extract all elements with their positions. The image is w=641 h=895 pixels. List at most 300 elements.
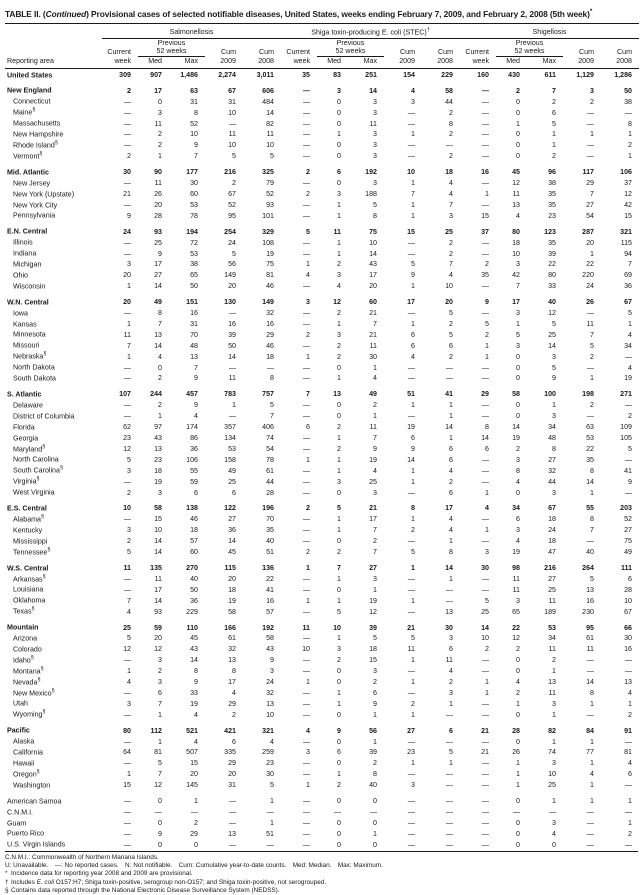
value-cell: 5 xyxy=(516,330,520,339)
value-cell: 6 xyxy=(232,737,236,746)
value-cell: 1 xyxy=(628,152,632,161)
value-cell: 0 xyxy=(158,840,162,849)
value-cell: — xyxy=(481,97,489,106)
value-cell: 18 xyxy=(445,168,453,177)
value-cell: 1 xyxy=(337,434,341,442)
value-cell: 10 xyxy=(512,249,520,258)
value-cell: 1 xyxy=(127,667,131,676)
value-cell: — xyxy=(445,585,453,594)
value-cell: 5 xyxy=(552,319,556,328)
value-cell: 12 xyxy=(333,298,341,307)
value-cell: 2 xyxy=(449,238,453,247)
value-cell: 9 xyxy=(628,477,632,486)
value-cell: — xyxy=(123,249,131,258)
value-cell: 21 xyxy=(481,726,489,735)
value-cell: — xyxy=(302,737,310,746)
reporting-area-cell: Oklahoma xyxy=(13,596,46,605)
value-cell: 15 xyxy=(190,759,198,768)
previous-label-salmonellosis: Previous xyxy=(157,38,186,47)
header-previous-row xyxy=(5,38,639,47)
value-cell: — xyxy=(481,710,489,719)
value-cell: 16 xyxy=(624,645,632,654)
value-cell: 4 xyxy=(306,726,310,735)
value-cell: 3 xyxy=(552,699,556,708)
value-cell: 19 xyxy=(624,374,632,383)
value-cell: — xyxy=(123,108,131,117)
value-cell: 117 xyxy=(582,168,594,177)
value-cell: 406 xyxy=(262,423,274,432)
value-cell: 189 xyxy=(544,607,556,616)
footnote-section xyxy=(5,887,638,895)
value-cell: 27 xyxy=(369,563,377,572)
table-row xyxy=(5,209,639,220)
value-cell: 1 xyxy=(194,797,198,806)
reporting-area-cell: Indiana xyxy=(13,249,37,258)
value-cell: 14 xyxy=(481,623,489,632)
value-cell: 11 xyxy=(266,130,274,139)
value-cell: — xyxy=(624,455,632,464)
value-cell: — xyxy=(445,737,453,746)
value-cell: 135 xyxy=(150,563,162,572)
value-cell: 1 xyxy=(127,319,131,328)
value-cell: 0 xyxy=(516,141,520,150)
title-rest: ) Provisional cases of selected notifiable diseases, United States, weeks ending February 7, 2009, and February 2, 2008 (5th week) xyxy=(86,8,590,19)
value-cell: 108 xyxy=(262,238,274,247)
value-cell: — xyxy=(123,797,131,806)
value-cell: 7 xyxy=(337,563,341,572)
value-cell: 46 xyxy=(266,282,274,291)
value-cell: 44 xyxy=(445,97,453,106)
value-cell: 5 xyxy=(552,119,556,128)
value-cell: 16 xyxy=(266,596,274,605)
value-cell: 40 xyxy=(190,574,198,583)
value-cell: 20 xyxy=(123,271,131,280)
value-cell: — xyxy=(407,412,415,421)
value-cell: 5 xyxy=(552,363,556,372)
value-cell: 1 xyxy=(411,466,415,475)
notifiable-diseases-table xyxy=(5,23,639,849)
value-cell: — xyxy=(302,477,310,486)
value-cell: — xyxy=(228,808,236,816)
value-cell: 4 xyxy=(194,710,198,719)
value-cell: 4 xyxy=(194,412,198,421)
value-cell: 7 xyxy=(373,434,377,442)
value-cell: 7 xyxy=(590,526,594,535)
value-cell: 7 xyxy=(158,319,162,328)
footnote-dagger-italic: E. coli xyxy=(36,878,54,886)
value-cell: 1 xyxy=(306,352,310,361)
value-cell: 4 xyxy=(449,189,453,198)
value-cell: 54 xyxy=(586,211,594,220)
value-cell: 2 xyxy=(449,108,453,117)
value-cell: 0 xyxy=(516,488,520,497)
value-cell: 1 xyxy=(337,455,341,464)
value-cell: 136 xyxy=(262,563,274,572)
value-cell: 2 xyxy=(306,330,310,339)
value-cell: 0 xyxy=(516,829,520,838)
value-cell: 44 xyxy=(266,477,274,486)
value-cell: 3 xyxy=(270,667,274,676)
reporting-area-cell: New York (Upstate) xyxy=(13,189,75,198)
value-cell: — xyxy=(302,840,310,849)
value-cell: 1 xyxy=(127,282,131,291)
value-cell: 4 xyxy=(449,667,453,676)
value-cell: 2 xyxy=(516,688,520,697)
value-cell: — xyxy=(302,282,310,291)
value-cell: 47 xyxy=(548,548,556,557)
value-cell: 14 xyxy=(445,423,453,432)
value-cell: 4 xyxy=(485,504,489,513)
current-label-stec: Current xyxy=(286,47,310,56)
value-cell: — xyxy=(481,455,489,464)
value-cell: 3 xyxy=(127,466,131,475)
value-cell: 115 xyxy=(620,238,632,247)
value-cell: 1 xyxy=(485,526,489,535)
value-cell: 0 xyxy=(337,797,341,806)
value-cell: 3 xyxy=(373,97,377,106)
value-cell: 907 xyxy=(150,70,162,79)
value-cell: 58 xyxy=(512,390,520,399)
value-cell: 95 xyxy=(228,211,236,220)
value-cell: 5 xyxy=(449,748,453,757)
value-cell: 83 xyxy=(333,70,341,79)
value-cell: 32 xyxy=(228,645,236,654)
value-cell: 14 xyxy=(154,341,162,350)
value-cell: 75 xyxy=(624,537,632,546)
table-row xyxy=(5,128,639,139)
value-cell: 5 xyxy=(337,504,341,513)
value-cell: 81 xyxy=(154,748,162,757)
value-cell: 1 xyxy=(590,797,594,806)
reporting-area-cell: Puerto Rico xyxy=(7,829,45,838)
value-cell: 0 xyxy=(337,759,341,768)
value-cell: — xyxy=(445,829,453,838)
value-cell: — xyxy=(302,309,310,318)
value-cell: — xyxy=(302,797,310,806)
value-cell: 1 xyxy=(516,759,520,768)
value-cell: — xyxy=(302,412,310,421)
value-cell: — xyxy=(302,607,310,616)
value-cell: 4 xyxy=(628,363,632,372)
value-cell: 13 xyxy=(445,607,453,616)
value-cell: 27 xyxy=(407,726,415,735)
current-label-salmonellosis: Current xyxy=(107,47,131,56)
value-cell: 6 xyxy=(194,488,198,497)
reporting-area-cell: Mountain xyxy=(7,623,39,632)
table-body xyxy=(5,68,639,849)
value-cell: 7 xyxy=(590,189,594,198)
value-cell: 1 xyxy=(516,781,520,790)
value-cell: — xyxy=(624,737,632,746)
table-row xyxy=(5,421,639,432)
value-cell: 13 xyxy=(266,699,274,708)
value-cell: — xyxy=(445,141,453,150)
value-cell: 53 xyxy=(586,434,594,442)
value-cell: 65 xyxy=(512,607,520,616)
value-cell: 1 xyxy=(411,515,415,524)
value-cell: 13 xyxy=(624,678,632,687)
value-cell: 16 xyxy=(228,319,236,328)
value-cell: 2 xyxy=(590,97,594,106)
value-cell: 107 xyxy=(119,390,131,399)
value-cell: 70 xyxy=(266,515,274,524)
value-cell: 24 xyxy=(586,282,594,291)
value-cell: — xyxy=(228,818,236,827)
table-row xyxy=(5,247,639,258)
value-cell: — xyxy=(302,537,310,546)
value-cell: 11 xyxy=(586,645,594,654)
value-cell: 3 xyxy=(516,341,520,350)
value-cell: 0 xyxy=(516,97,520,106)
value-cell: 11 xyxy=(548,596,556,605)
value-cell: 2 xyxy=(337,352,341,361)
value-cell: — xyxy=(123,477,131,486)
reporting-area-cell: Kansas xyxy=(13,319,37,328)
value-cell: 5 xyxy=(590,574,594,583)
value-cell: 5 xyxy=(127,634,131,643)
reporting-area-cell: Ohio xyxy=(13,271,28,280)
value-cell: 19 xyxy=(369,455,377,464)
reporting-area-cell: Louisiana xyxy=(13,585,44,594)
footnote-section-text: Contains data reported through the National Electronic Disease Surveillance System (NEDSS). xyxy=(11,886,280,894)
value-cell: — xyxy=(123,829,131,838)
value-cell: 192 xyxy=(262,623,274,632)
value-cell: — xyxy=(123,808,131,816)
value-cell: — xyxy=(302,374,310,383)
value-cell: 6 xyxy=(485,444,489,453)
value-cell: 166 xyxy=(224,623,236,632)
value-cell: 457 xyxy=(186,390,198,399)
group-header-salmonellosis: Salmonellosis xyxy=(102,26,281,38)
table-row xyxy=(5,562,639,573)
value-cell: 39 xyxy=(548,249,556,258)
value-cell: — xyxy=(407,249,415,258)
value-cell: — xyxy=(302,634,310,643)
value-cell: 4 xyxy=(628,688,632,697)
value-cell: 123 xyxy=(544,227,556,236)
value-cell: 4 xyxy=(449,515,453,524)
value-cell: — xyxy=(302,466,310,475)
value-cell: 35 xyxy=(302,70,310,79)
value-cell: 25 xyxy=(228,477,236,486)
value-cell: — xyxy=(512,808,520,816)
value-cell: 39 xyxy=(369,623,377,632)
value-cell: 1 xyxy=(552,797,556,806)
value-cell: 12 xyxy=(369,607,377,616)
value-cell: 1 xyxy=(337,699,341,708)
value-cell: 158 xyxy=(224,455,236,464)
value-cell: 2 xyxy=(516,86,520,95)
value-cell: 69 xyxy=(624,271,632,280)
value-cell: 1 xyxy=(552,737,556,746)
value-cell: 95 xyxy=(586,623,594,632)
value-cell: — xyxy=(586,840,594,849)
value-cell: 1 xyxy=(590,699,594,708)
value-cell: 3 xyxy=(337,189,341,198)
value-cell: 11 xyxy=(154,179,162,188)
reporting-area-cell: S. Atlantic xyxy=(7,390,42,399)
value-cell: 1 xyxy=(158,412,162,421)
value-cell: 2 xyxy=(552,656,556,665)
value-cell: — xyxy=(481,130,489,139)
value-cell: 1 xyxy=(306,455,310,464)
value-cell: 4 xyxy=(373,466,377,475)
reporting-area-cell: North Carolina xyxy=(13,455,59,464)
value-cell: 1 xyxy=(449,699,453,708)
value-cell: 1 xyxy=(373,710,377,719)
value-cell: 6 xyxy=(628,574,632,583)
reporting-area-cell: American Samoa xyxy=(7,797,62,806)
value-cell: 8 xyxy=(449,119,453,128)
value-cell: 3 xyxy=(158,108,162,117)
value-cell: 1 xyxy=(411,710,415,719)
value-cell: — xyxy=(266,363,274,372)
value-cell: 606 xyxy=(262,86,274,95)
value-cell: 11 xyxy=(369,341,377,350)
value-cell: 196 xyxy=(262,504,274,513)
value-cell: 0 xyxy=(516,818,520,827)
value-cell: — xyxy=(586,363,594,372)
value-cell: 33 xyxy=(190,688,198,697)
reporting-area-cell: California xyxy=(13,748,43,757)
value-cell: — xyxy=(228,412,236,421)
value-cell: 4 xyxy=(516,678,520,687)
value-cell: 7 xyxy=(373,319,377,328)
reporting-area-cell: Virginia§ xyxy=(13,476,40,486)
value-cell: 74 xyxy=(266,434,274,442)
value-cell: 8 xyxy=(232,667,236,676)
value-cell: 12 xyxy=(154,645,162,654)
table-row xyxy=(5,117,639,128)
value-cell: 14 xyxy=(369,86,377,95)
reporting-area-cell: New Jersey xyxy=(13,179,51,188)
value-cell: 5 xyxy=(127,548,131,557)
reporting-area-cell: Connecticut xyxy=(13,97,51,106)
value-cell: 11 xyxy=(548,688,556,697)
value-cell: 80 xyxy=(512,227,520,236)
value-cell: — xyxy=(586,829,594,838)
value-cell: 0 xyxy=(337,363,341,372)
value-cell: 3 xyxy=(373,488,377,497)
reporting-area-cell: West Virginia xyxy=(13,488,55,497)
value-cell: — xyxy=(123,130,131,139)
value-cell: — xyxy=(123,656,131,665)
value-cell: 8 xyxy=(590,515,594,524)
reporting-area-cell: Missouri xyxy=(13,341,40,350)
value-cell: — xyxy=(302,444,310,453)
value-cell: 14 xyxy=(512,423,520,432)
value-cell: 1 xyxy=(590,737,594,746)
value-cell: — xyxy=(123,840,131,849)
value-cell: 0 xyxy=(337,412,341,421)
table-row xyxy=(5,502,639,513)
value-cell: 12 xyxy=(512,179,520,188)
reporting-area-cell: Utah xyxy=(13,699,28,708)
value-cell: 12 xyxy=(123,645,131,654)
footnote-legend: U: Unavailable. —: No reported cases. N: Not notifiable. Cum: Cumulative year-to-date counts. Med: Median. Max: Maximum. xyxy=(5,862,383,870)
value-cell: 62 xyxy=(123,423,131,432)
value-cell: 94 xyxy=(624,249,632,258)
reporting-area-cell: Guam xyxy=(7,818,27,827)
value-cell: 0 xyxy=(337,710,341,719)
value-cell: 13 xyxy=(333,390,341,399)
table-row xyxy=(5,84,639,95)
value-cell: 3 xyxy=(516,309,520,318)
value-cell: 1 xyxy=(337,688,341,697)
value-cell: 19 xyxy=(190,699,198,708)
value-cell: 6 xyxy=(337,168,341,177)
value-cell: 1 xyxy=(552,130,556,139)
value-cell: 4 xyxy=(337,282,341,291)
value-cell: 4 xyxy=(449,466,453,475)
footnote-cnmi: C.N.M.I.: Commonwealth of Northern Mariana Islands. xyxy=(5,854,159,862)
value-cell: — xyxy=(481,781,489,790)
value-cell: 4 xyxy=(449,526,453,535)
value-cell: 5 xyxy=(337,607,341,616)
value-cell: 25 xyxy=(445,227,453,236)
value-cell: 8 xyxy=(194,667,198,676)
value-cell: 2 xyxy=(628,710,632,719)
value-cell: 26 xyxy=(586,298,594,307)
value-cell: 1 xyxy=(628,797,632,806)
value-cell: 1 xyxy=(373,737,377,746)
table-row xyxy=(5,225,639,236)
value-cell: 11 xyxy=(512,585,520,594)
value-cell: 17 xyxy=(512,298,520,307)
value-cell: 41 xyxy=(445,390,453,399)
value-cell: 3 xyxy=(485,548,489,557)
value-cell: — xyxy=(445,374,453,383)
reporting-area-cell: Arkansas§ xyxy=(13,573,46,583)
value-cell: — xyxy=(407,818,415,827)
value-cell: 5 xyxy=(411,548,415,557)
value-cell: 16 xyxy=(266,319,274,328)
value-cell: 43 xyxy=(266,645,274,654)
value-cell: 5 xyxy=(485,319,489,328)
value-cell: 2 xyxy=(628,141,632,150)
value-cell: 13 xyxy=(228,656,236,665)
cum-label-stec-2008: Cum xyxy=(438,47,453,56)
value-cell: — xyxy=(123,200,131,209)
value-cell: 421 xyxy=(224,726,236,735)
value-cell: 25 xyxy=(154,238,162,247)
value-cell: 45 xyxy=(228,548,236,557)
reporting-area-cell: South Dakota xyxy=(13,374,56,383)
table-row xyxy=(5,676,639,687)
value-cell: — xyxy=(266,808,274,816)
value-cell: 0 xyxy=(337,737,341,746)
value-cell: — xyxy=(302,759,310,768)
value-cell: 484 xyxy=(262,97,274,106)
value-cell: 29 xyxy=(190,829,198,838)
value-cell: 5 xyxy=(270,781,274,790)
value-cell: 25 xyxy=(123,623,131,632)
reporting-area-cell: District of Columbia xyxy=(13,412,75,421)
value-cell: 321 xyxy=(620,227,632,236)
value-cell: 6 xyxy=(628,770,632,779)
value-cell: 17 xyxy=(369,271,377,280)
value-cell: 357 xyxy=(224,423,236,432)
value-cell: 9 xyxy=(158,829,162,838)
value-cell: 19 xyxy=(154,477,162,486)
value-cell: 4 xyxy=(590,770,594,779)
value-cell: 90 xyxy=(154,168,162,177)
value-cell: — xyxy=(481,797,489,806)
value-cell: 287 xyxy=(582,227,594,236)
weeks52-label-salmonellosis: 52 weeks xyxy=(138,47,205,56)
area-footnote-marker: § xyxy=(36,476,40,483)
value-cell: — xyxy=(481,737,489,746)
